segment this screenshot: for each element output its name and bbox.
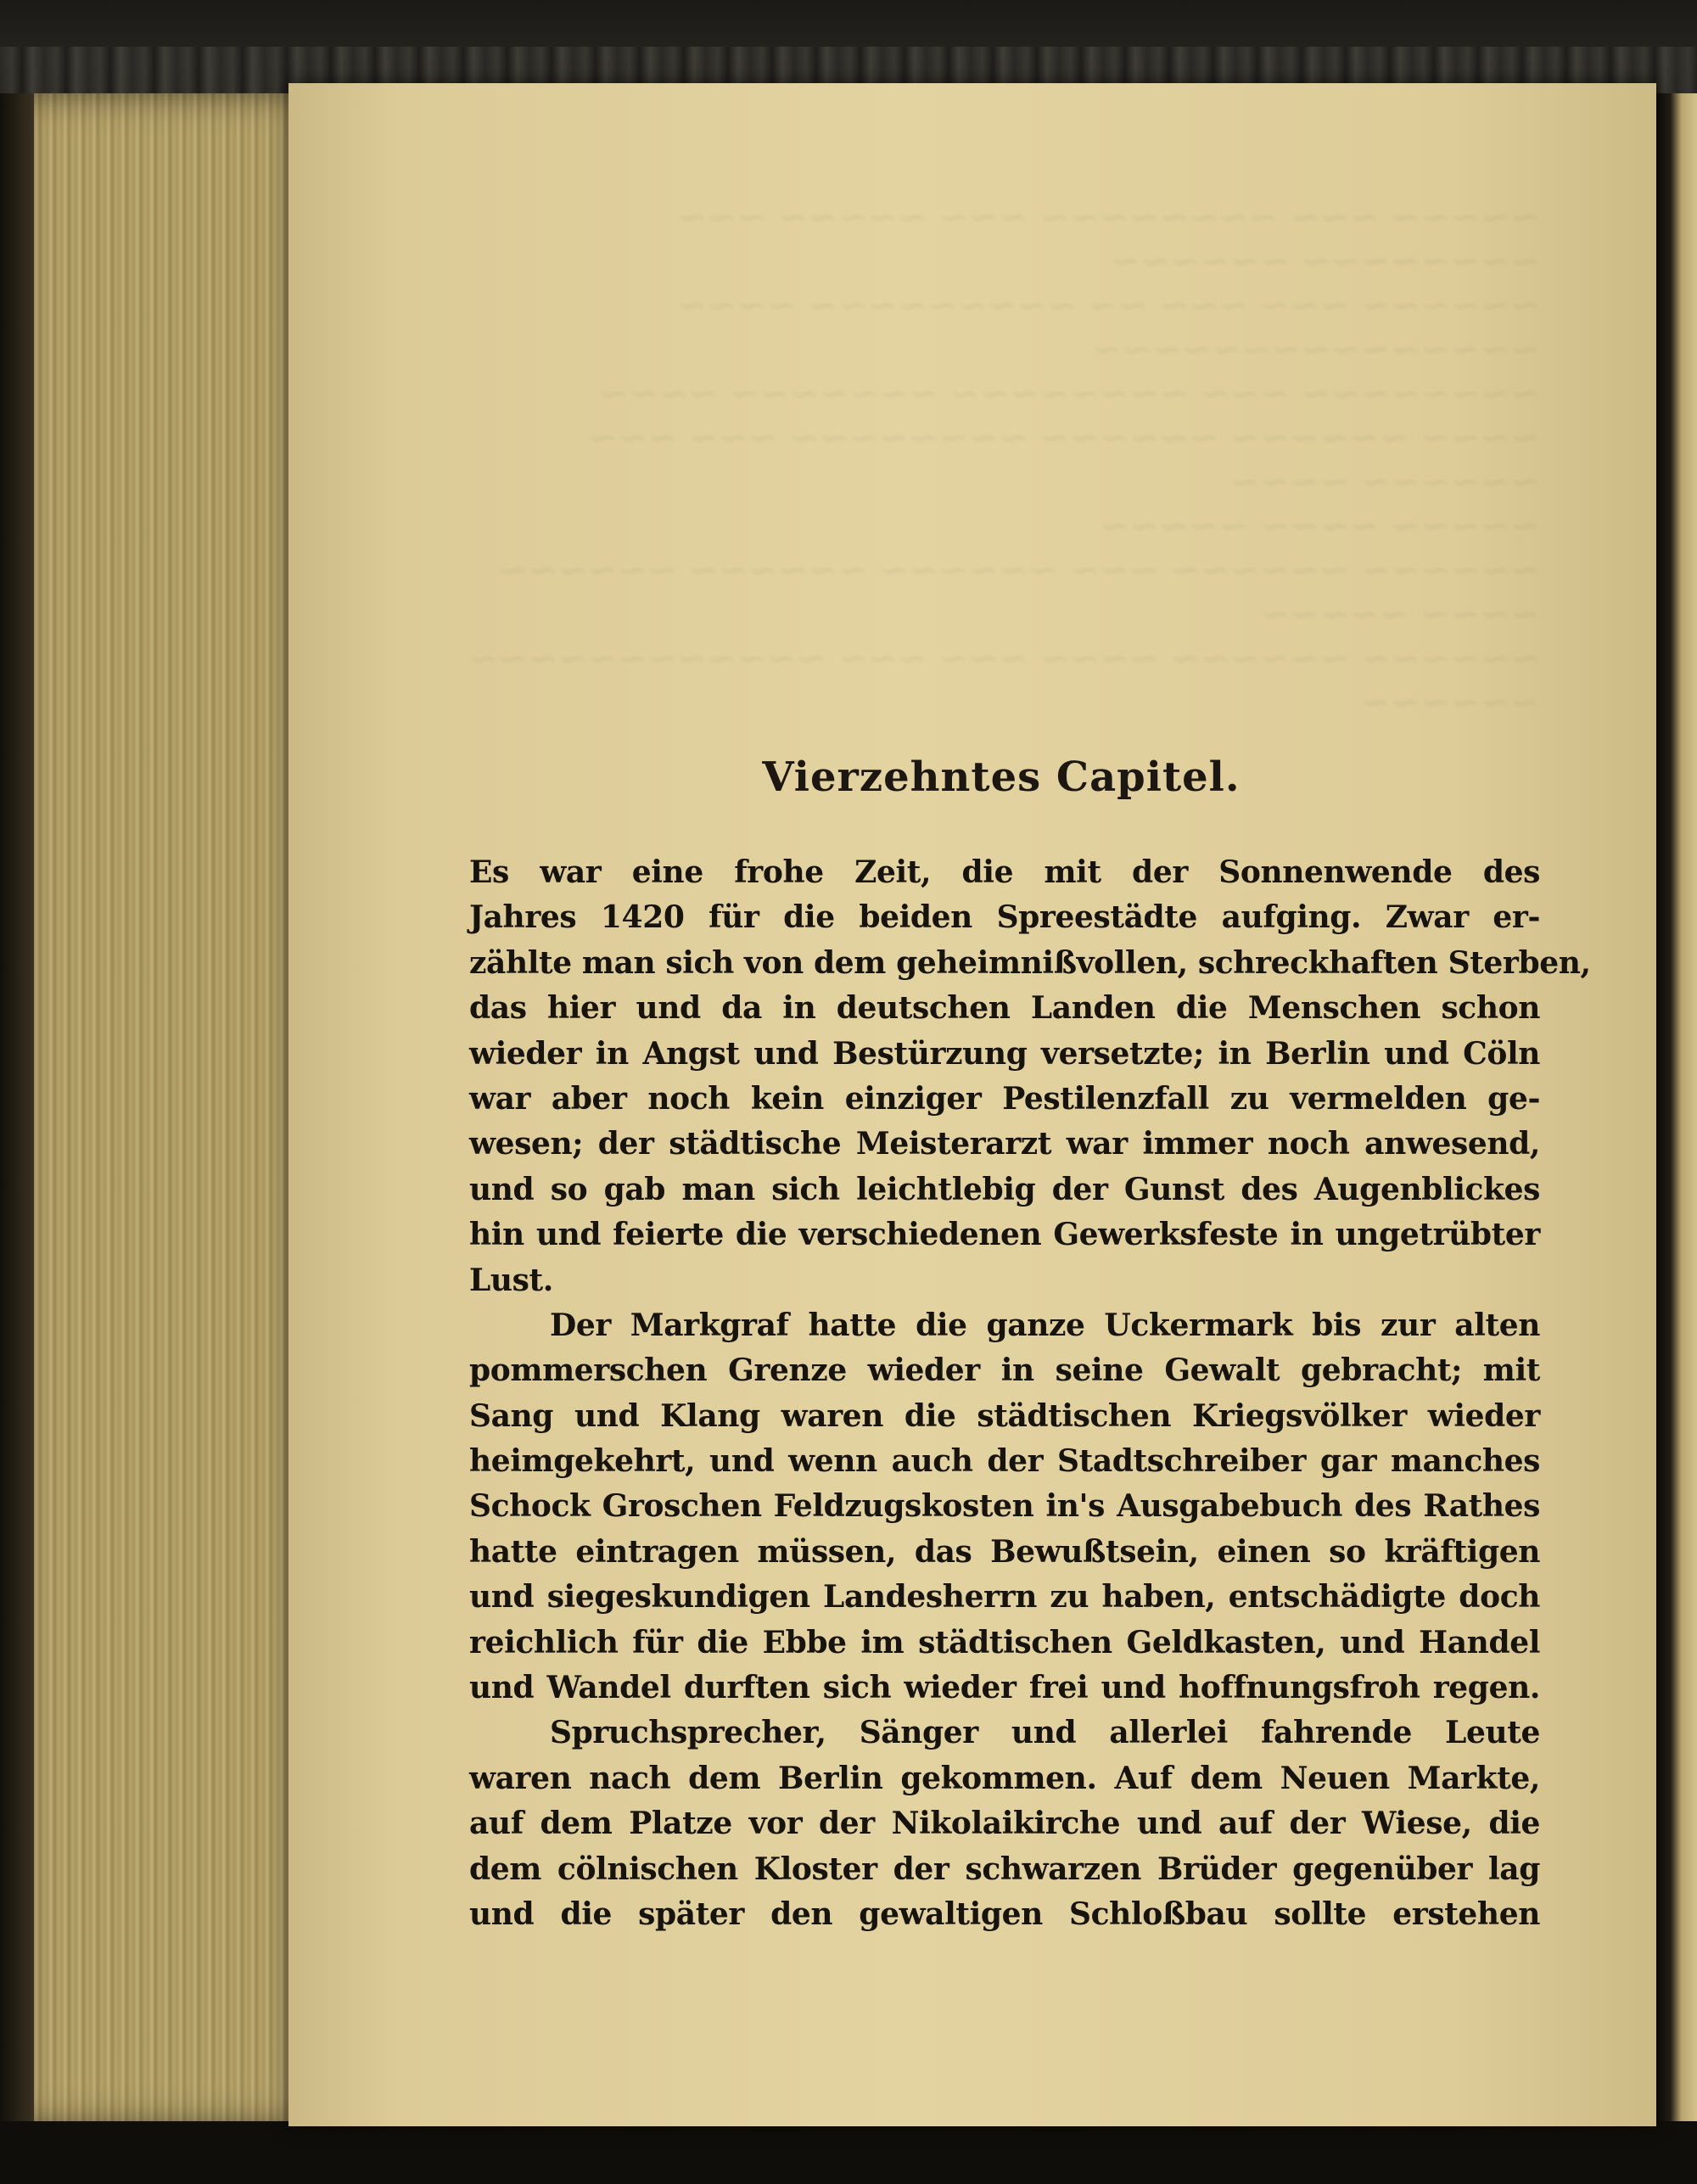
text-line: und Wandel durften sich wieder frei und hoffnungsfroh regen. <box>469 1670 1540 1706</box>
text-line: auf dem Platze vor der Nikolaikirche und auf der Wiese, die <box>469 1806 1540 1842</box>
book-cover-edge <box>0 93 34 2125</box>
text-line: dem cölnischen Kloster der schwarzen Brüder gegenüber lag <box>469 1851 1540 1887</box>
chapter-title: Vierzehntes Capitel. <box>762 753 1241 801</box>
text-line: das hier und da in deutschen Landen die Menschen schon <box>469 990 1540 1027</box>
text-line: wieder in Angst und Bestürzung versetzte; in Berlin und Cöln <box>469 1035 1540 1072</box>
book-bottom-edge <box>0 2121 1697 2184</box>
text-line: hatte eintragen müssen, das Bewußtsein, einen so kräftigen <box>469 1533 1540 1570</box>
text-line: Jahres 1420 für die beiden Spreestädte aufging. Zwar er- <box>469 899 1540 936</box>
text-line: reichlich für die Ebbe im städtischen Geldkasten, und Handel <box>469 1624 1540 1660</box>
text-line: Der Markgraf hatte die ganze Uckermark bis zur alten <box>550 1307 1540 1343</box>
text-line: pommerschen Grenze wieder in seine Gewalt gebracht; mit <box>469 1352 1540 1389</box>
text-line: zählte man sich von dem geheimnißvollen, schreckhaften Sterben, <box>469 944 1591 981</box>
text-line: und siegeskundigen Landesherrn zu haben, entschädigte doch <box>469 1579 1540 1616</box>
text-line: und die später den gewaltigen Schloßbau sollte erstehen <box>469 1896 1540 1932</box>
text-line: und so gab man sich leichtlebig der Gunst des Augenblickes <box>469 1171 1540 1207</box>
text-line: heimgekehrt, und wenn auch der Stadtschreiber gar manches <box>469 1443 1540 1480</box>
text-line: Schock Groschen Feldzugskosten in's Ausgabebuch des Rathes <box>469 1488 1540 1525</box>
text-line: Spruchsprecher, Sänger und allerlei fahrende Leute <box>550 1715 1540 1751</box>
page-stack-edges <box>0 93 293 2125</box>
text-line: wesen; der städtische Meisterarzt war immer noch anwesend, <box>469 1126 1540 1162</box>
text-line: waren nach dem Berlin gekommen. Auf dem Neuen Markte, <box>469 1760 1540 1796</box>
text-line: hin und feierte die verschiedenen Gewerksfeste in ungetrübter <box>469 1217 1540 1253</box>
body-text <box>469 850 1591 1937</box>
text-line: Lust. <box>469 1262 553 1298</box>
book-gutter <box>1656 93 1697 2130</box>
text-line: Sang und Klang waren die städtischen Kriegsvölker wieder <box>469 1397 1540 1434</box>
text-line: Es war eine frohe Zeit, die mit der Sonnenwende des <box>469 854 1540 890</box>
text-line: war aber noch kein einziger Pestilenzfall zu vermelden ge- <box>469 1080 1540 1117</box>
